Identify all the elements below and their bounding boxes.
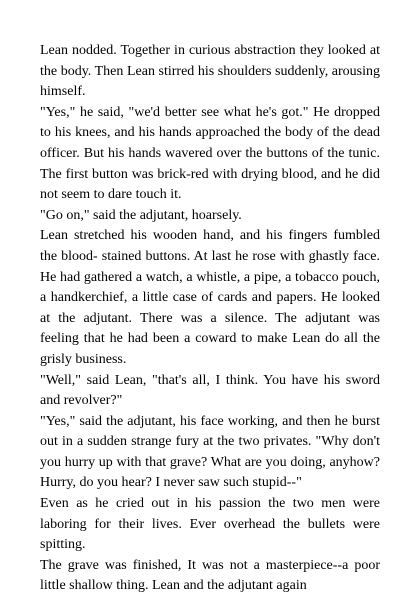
- paragraph-3: "Go on," said the adjutant, hoarsely.: [40, 207, 242, 223]
- paragraph-8: The grave was finished, It was not a masterpiece--a poor little shallow thing. Lean and the adjutant again: [40, 557, 380, 594]
- document-page: [40, 41, 380, 597]
- paragraph-4: Lean stretched his wooden hand, and his fingers fumbled the blood- stained buttons. At last he rose with ghastly face. He had gathered a watch, a whistle, a pipe, a tobacco pouch, a handkerchief, a little case of cards and papers. He looked at the adjutant. There was a silence. The adjutant was feeling that he had been a coward to make Lean do all the grisly business.: [40, 228, 380, 367]
- paragraph-1: Lean nodded. Together in curious abstraction they looked at the body. Then Lean stirred his shoulders suddenly, arousing himself.: [40, 43, 380, 100]
- paragraph-2: "Yes," he said, "we'd better see what he's got." He dropped to his knees, and his hands approached the body of the dead officer. But his hands wavered over the buttons of the tunic. The first button was brick-red with drying blood, and he did not seem to dare touch it.: [40, 104, 380, 203]
- paragraph-5: "Well," said Lean, "that's all, I think. You have his sword and revolver?": [40, 372, 380, 409]
- paragraph-6: "Yes," said the adjutant, his face working, and then he burst out in a sudden strange fury at the two privates. "Why don't you hurry up with that grave? What are you doing, anyhow? Hurry, do you hear? I never saw such stupid--": [40, 413, 380, 491]
- paragraph-7: Even as he cried out in his passion the two men were laboring for their lives. Ever overhead the bullets were spitting.: [40, 496, 380, 553]
